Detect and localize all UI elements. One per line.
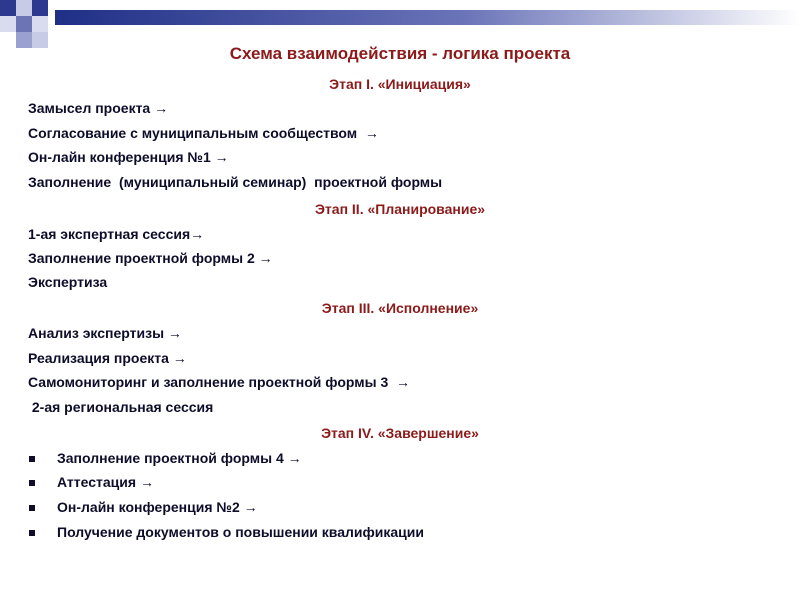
stage-4-heading: Этап IV. «Завершение» [321,425,479,441]
list-item: Замысел проекта → [28,100,169,116]
list-item: Экспертиза [28,274,108,290]
bullet-icon [29,456,35,462]
list-item: Получение документов о повышении квалификации [57,524,424,540]
bullet-icon [29,480,35,486]
list-item: Реализация проекта → [28,350,187,366]
stage-1-heading: Этап I. «Инициация» [329,76,471,92]
list-item: Согласование с муниципальным сообществом → [28,125,379,141]
list-item: Заполнение (муниципальный семинар) проектной формы [28,174,443,190]
stage-3-heading: Этап III. «Исполнение» [321,300,479,316]
list-item: Самомониторинг и заполнение проектной формы 3 → [28,374,411,390]
list-item: Аттестация → [57,474,154,490]
header-decoration [0,0,800,50]
stage-2-heading: Этап II. «Планирование» [314,201,486,217]
list-item: Заполнение проектной формы 4 → [57,450,302,466]
list-item: Он-лайн конференция №1 → [28,149,229,165]
list-item: 1-ая экспертная сессия→ [28,226,205,242]
slide-title: Схема взаимодействия - логика проекта [229,44,571,63]
list-item: Он-лайн конференция №2 → [57,499,258,515]
list-item: 2-ая региональная сессия [28,399,214,415]
list-item: Заполнение проектной формы 2 → [28,250,273,266]
list-item: Анализ экспертизы → [28,325,182,341]
bullet-icon [29,530,35,536]
bullet-icon [29,505,35,511]
